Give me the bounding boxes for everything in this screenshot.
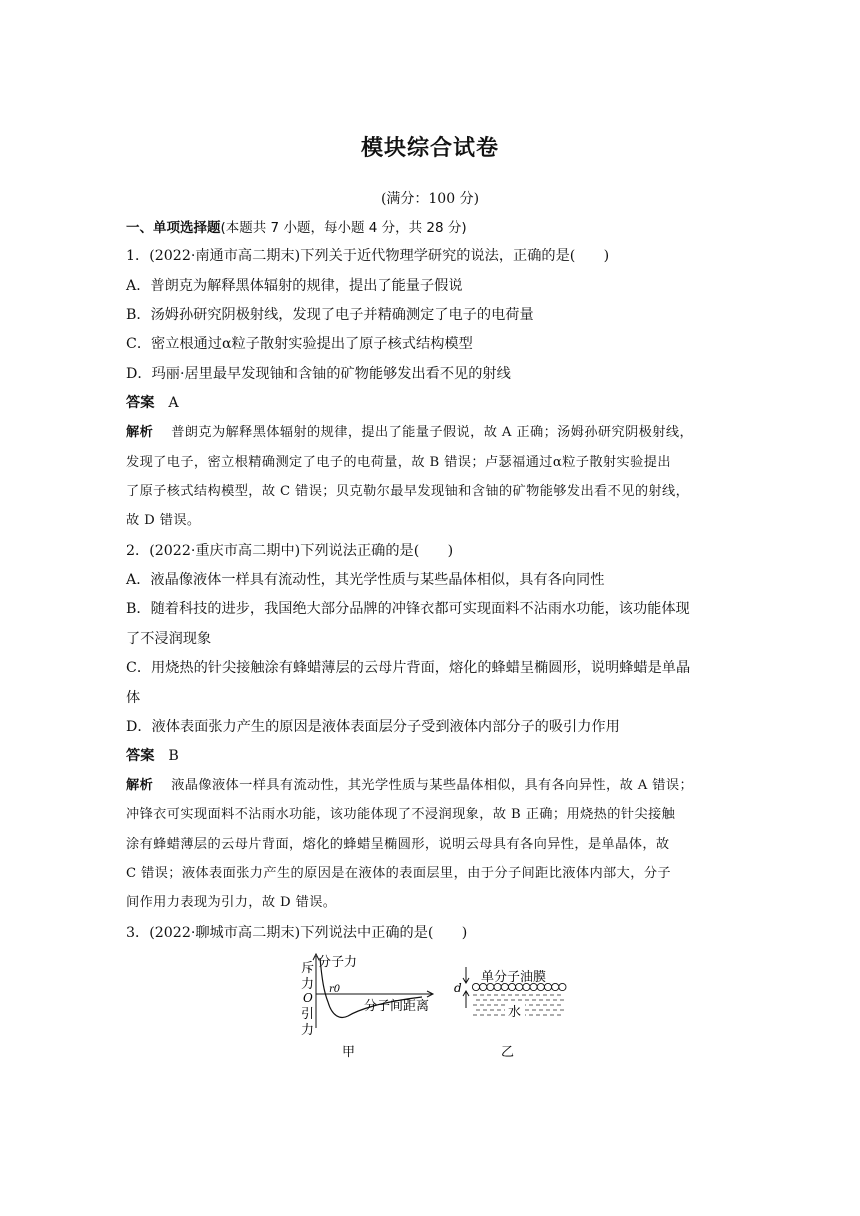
- q2-option-c: C．用烧热的针尖接触涂有蜂蜡薄层的云母片背面，熔化的蜂蜡呈椭圆形，说明蜂蜡是单晶: [126, 660, 691, 676]
- r0-label: r0: [329, 984, 341, 995]
- q2-option-b: B．随着科技的进步，我国绝大部分品牌的冲锋衣都可实现面料不沾雨水功能，该功能体现: [126, 601, 690, 617]
- q2-option-c-cont: 体: [126, 690, 141, 706]
- figure-caption-yi: 乙: [501, 1045, 515, 1060]
- q1-explanation-line: [126, 423, 746, 443]
- section-title: 一、单项选择题: [126, 220, 221, 236]
- answer-label: 答案: [126, 395, 155, 411]
- attraction-label-char: 引: [301, 1007, 315, 1022]
- water-label: 水: [508, 1005, 522, 1020]
- section-note: (本题共 7 小题，每小题 4 分，共 28 分): [220, 220, 467, 236]
- y-axis-label: 分子力: [318, 955, 358, 970]
- q2-explanation-line: [126, 776, 746, 796]
- figure-oil-film: [448, 964, 568, 1064]
- answer-value: A: [168, 395, 179, 411]
- q2-option-b-cont: 了不浸润现象: [126, 631, 212, 647]
- origin-label: O: [303, 991, 313, 1005]
- q2-explanation-line: 间作用力表现为引力，故 D 错误。: [126, 895, 337, 910]
- q1-explanation-line: 发现了电子，密立根精确测定了电子的电荷量，故 B 错误；卢瑟福通过α粒子散射实验提出: [126, 455, 671, 470]
- q1-option-c: C．密立根通过α粒子散射实验提出了原子核式结构模型: [126, 336, 473, 352]
- repulsion-label-char: 力: [301, 977, 315, 992]
- q1-option-b: B．汤姆孙研究阴极射线，发现了电子并精确测定了电子的电荷量: [126, 307, 534, 323]
- repulsion-label-char: 斥: [301, 961, 315, 976]
- film-label: 单分子油膜: [481, 970, 547, 985]
- d-label: d: [454, 981, 462, 995]
- q3-stem: 3．(2022·聊城市高二期末)下列说法中正确的是( ): [126, 925, 468, 941]
- q1-option-a: A．普朗克为解释黑体辐射的规律，提出了能量子假说: [126, 278, 463, 294]
- oil-molecule: [559, 983, 566, 990]
- q2-explanation-line: 冲锋衣可实现面料不沾雨水功能，该功能体现了不浸润现象，故 B 正确；用烧热的针尖接触: [126, 807, 676, 822]
- explanation-label: 解析: [126, 425, 154, 440]
- explanation-label: 解析: [126, 778, 154, 793]
- oil-molecule: [552, 983, 559, 990]
- score-note: (满分：100 分): [380, 191, 480, 207]
- explanation-text: 液晶像液体一样具有流动性，其光学性质与某些晶体相似，具有各向异性，故 A 错误；: [171, 778, 694, 793]
- q2-answer: [126, 746, 746, 766]
- q1-explanation-line: 故 D 错误。: [126, 513, 201, 528]
- q1-stem: 1．(2022·南通市高二期末)下列关于近代物理学研究的说法，正确的是( ): [126, 248, 610, 264]
- explanation-text: 普朗克为解释黑体辐射的规律，提出了能量子假说，故 A 正确；汤姆孙研究阴极射线，: [171, 425, 694, 440]
- q2-stem: 2．(2022·重庆市高二期中)下列说法正确的是( ): [126, 543, 454, 559]
- oil-molecule: [544, 983, 551, 990]
- q2-explanation-line: C 错误；液体表面张力产生的原因是在液体的表面层里，由于分子间距比液体内部大，分子: [126, 866, 671, 881]
- q1-explanation-line: 了原子核式结构模型，故 C 错误；贝克勒尔最早发现铀和含铀的矿物能够发出看不见的射线，: [126, 484, 690, 499]
- q2-option-d: D．液体表面张力产生的原因是液体表面层分子受到液体内部分子的吸引力作用: [126, 719, 620, 735]
- answer-label: 答案: [126, 748, 155, 764]
- q2-option-a: A．液晶像液体一样具有流动性，其光学性质与某些晶体相似，具有各向同性: [126, 572, 605, 588]
- oil-molecule: [472, 983, 479, 990]
- q1-option-d: D．玛丽·居里最早发现铀和含铀的矿物能够发出看不见的射线: [126, 366, 511, 382]
- figure-molecular-force-graph: [290, 950, 440, 1065]
- section-heading: [126, 218, 746, 238]
- attraction-label-char: 力: [301, 1023, 315, 1038]
- x-axis-label: 分子间距离: [364, 999, 430, 1014]
- page-title: 模块综合试卷: [360, 136, 499, 161]
- answer-value: B: [168, 748, 179, 764]
- q1-answer: [126, 393, 746, 413]
- figure-caption-jia: 甲: [342, 1045, 356, 1060]
- q2-explanation-line: 涂有蜂蜡薄层的云母片背面，熔化的蜂蜡呈椭圆形，说明云母具有各向异性，是单晶体，故: [126, 837, 670, 852]
